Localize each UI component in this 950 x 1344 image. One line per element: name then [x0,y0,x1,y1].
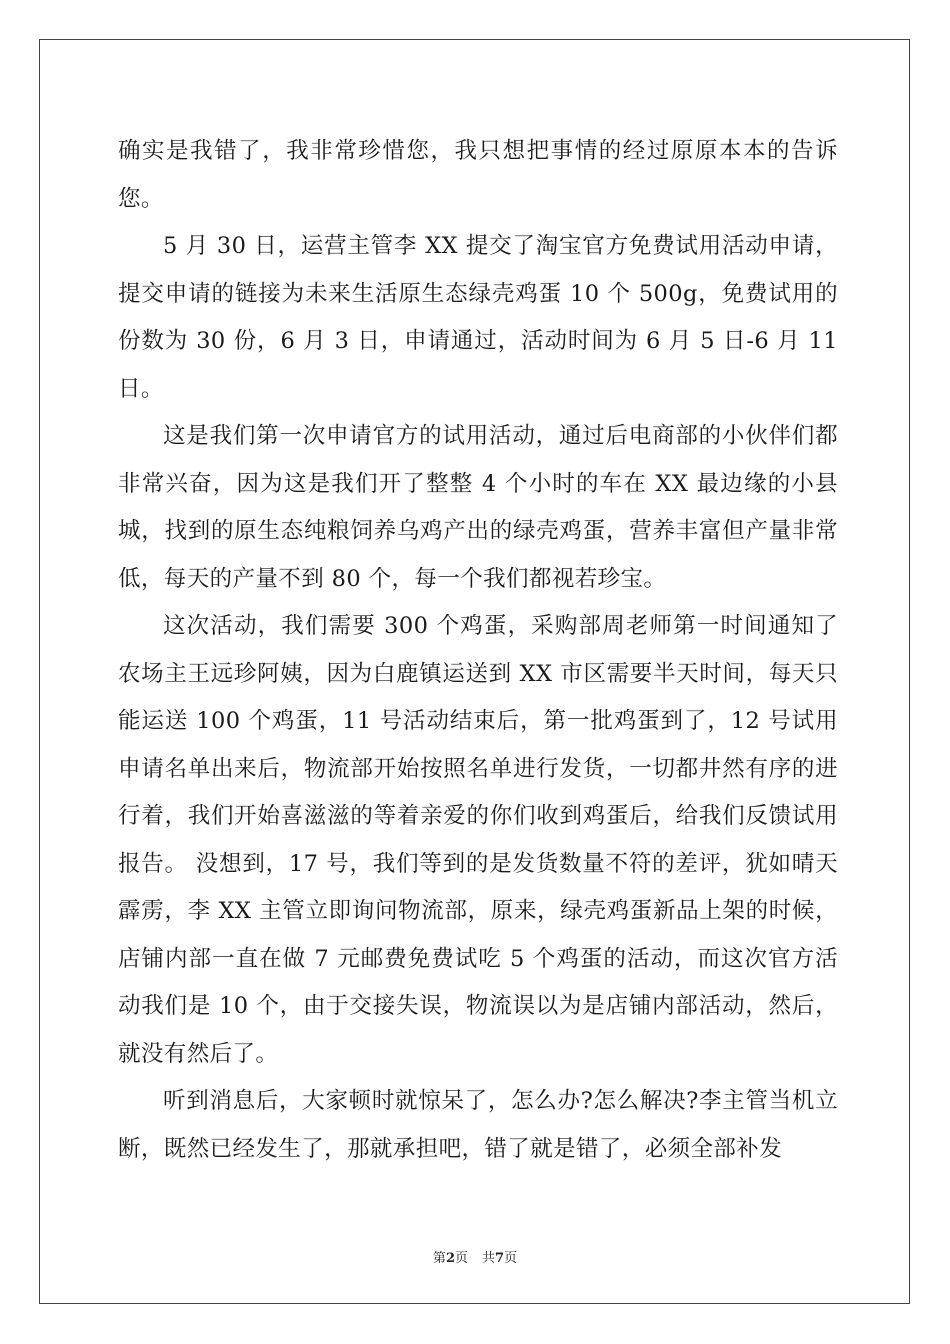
page-number: 第2页 [432,1251,468,1266]
paragraph-3: 这是我们第一次申请官方的试用活动，通过后电商部的小伙伴们都非常兴奋，因为这是我们开了整整 4 个小时的车在 XX 最边缘的小县城，找到的原生态纯粮饲养乌鸡产出的绿壳鸡蛋，营养丰富但产量非常低，每天的产量不到 80 个，每一个我们都视若珍宝。 [118,423,838,592]
page-footer [0,1247,950,1266]
page-total: 共7页 [482,1251,518,1266]
paragraph-5: 听到消息后，大家顿时就惊呆了，怎么办?怎么解决?李主管当机立断，既然已经发生了，那就承担吧，错了就是错了，必须全部补发 [118,1088,838,1162]
paragraph-2: 5 月 30 日，运营主管李 XX 提交了淘宝官方免费试用活动申请，提交申请的链接为未来生活原生态绿壳鸡蛋 10 个 500g，免费试用的份数为 30 份，6 月 3 日，申请通过，活动时间为 6 月 5 日-6 月 11 日。 [118,233,838,402]
paragraph-1: 确实是我错了，我非常珍惜您，我只想把事情的经过原原本本的告诉您。 [118,138,838,212]
document-body [118,128,838,1173]
paragraph-4: 这次活动，我们需要 300 个鸡蛋，采购部周老师第一时间通知了农场主王远珍阿姨，因为白鹿镇运送到 XX 市区需要半天时间，每天只能运送 100 个鸡蛋，11 号活动结束后，第一批鸡蛋到了，12 号试用申请名单出来后，物流部开始按照名单进行发货，一切都井然有序的进行着，我们开始喜滋滋的等着亲爱的你们收到鸡蛋后，给我们反馈试用报告。 没想到，17 号，我们等到的是发货数量不符的差评，犹如晴天霹雳，李 XX 主管立即询问物流部，原来，绿壳鸡蛋新品上架的时候，店铺内部一直在做 7 元邮费免费试吃 5 个鸡蛋的活动，而这次官方活动我们是 10 个，由于交接失误，物流误以为是店铺内部活动，然后，就没有然后了。 [118,613,838,1067]
